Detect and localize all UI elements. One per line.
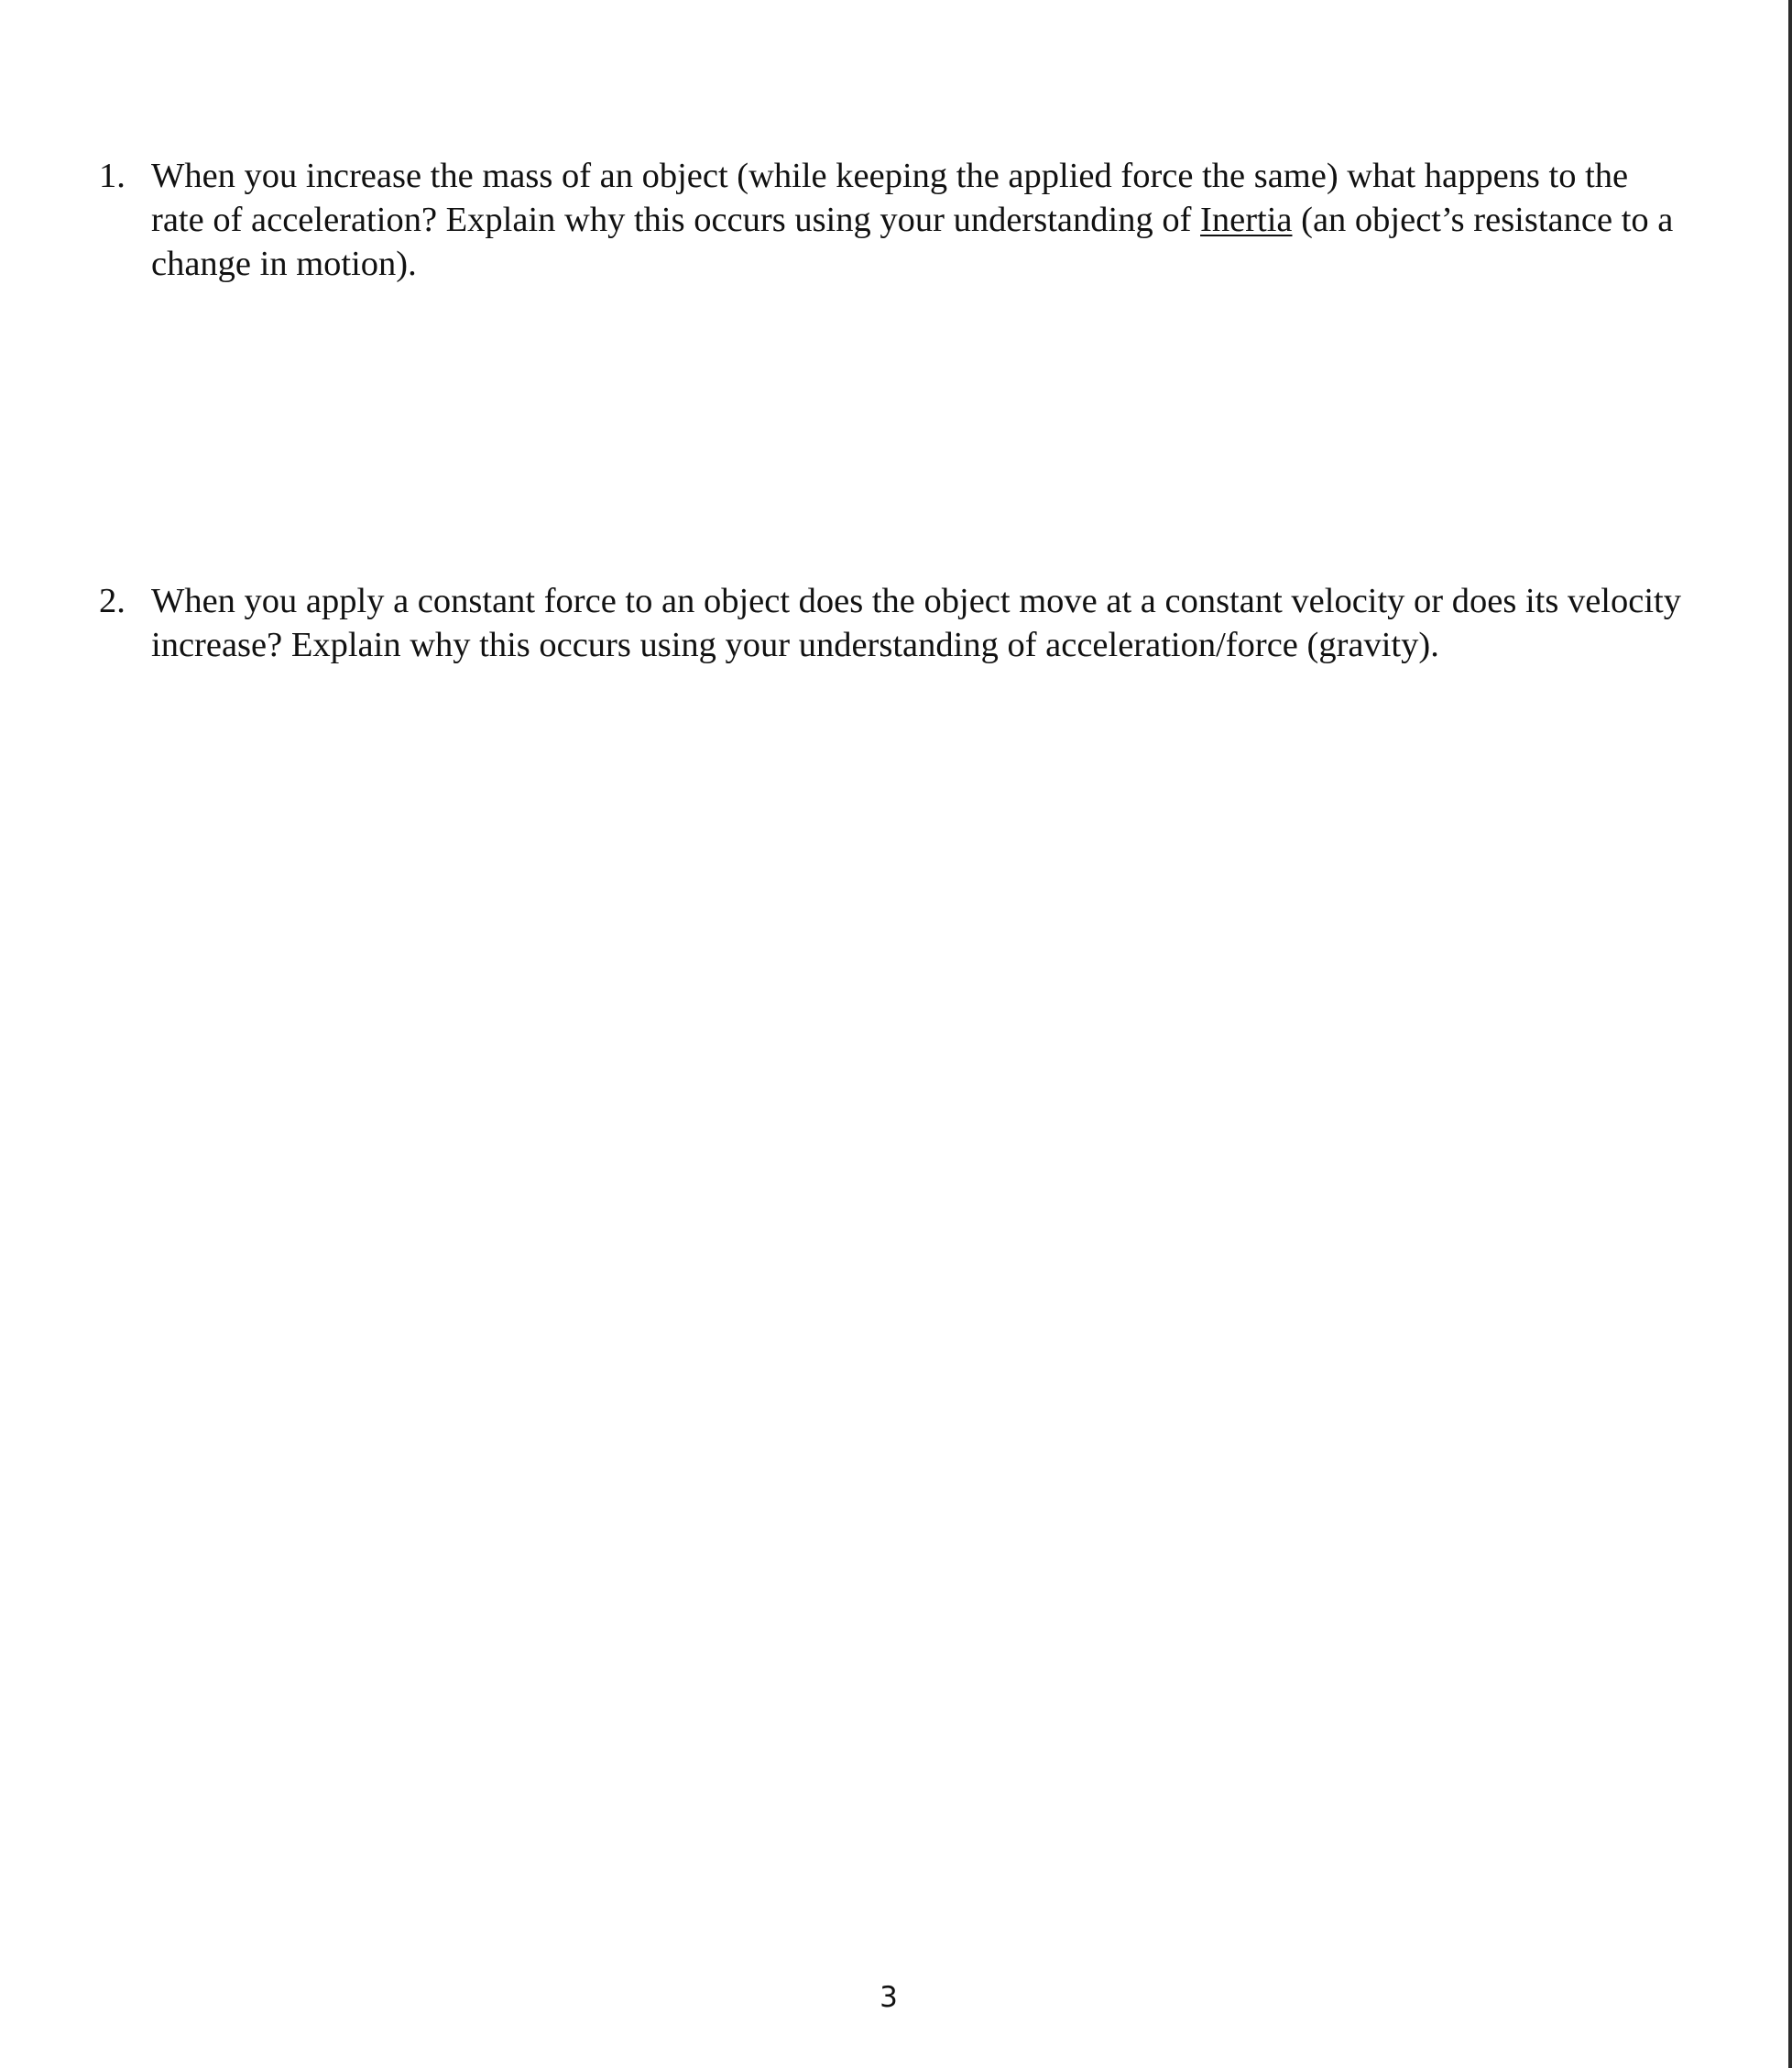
question-2 (99, 579, 1684, 667)
page-number: 3 (880, 1981, 898, 2014)
question-2-number: 2. (99, 582, 126, 620)
inertia-term: Inertia (1200, 201, 1293, 239)
question-1-text-before: When you increase the mass of an object (while keeping the applied force the same) what happens to the rate of acceleration? Explain why this occurs using your understanding of (151, 157, 1629, 239)
question-1-text-after: (an object’s resistance to a change in motion). (151, 201, 1674, 283)
question-2-text: When you apply a constant force to an object does the object move at a constant velocity or does its velocity increase? Explain why this occurs using your understanding of acceleration/force (gravity). (151, 582, 1681, 664)
question-1-number: 1. (99, 157, 126, 195)
question-1 (99, 154, 1684, 286)
question-1-text (151, 154, 1684, 286)
